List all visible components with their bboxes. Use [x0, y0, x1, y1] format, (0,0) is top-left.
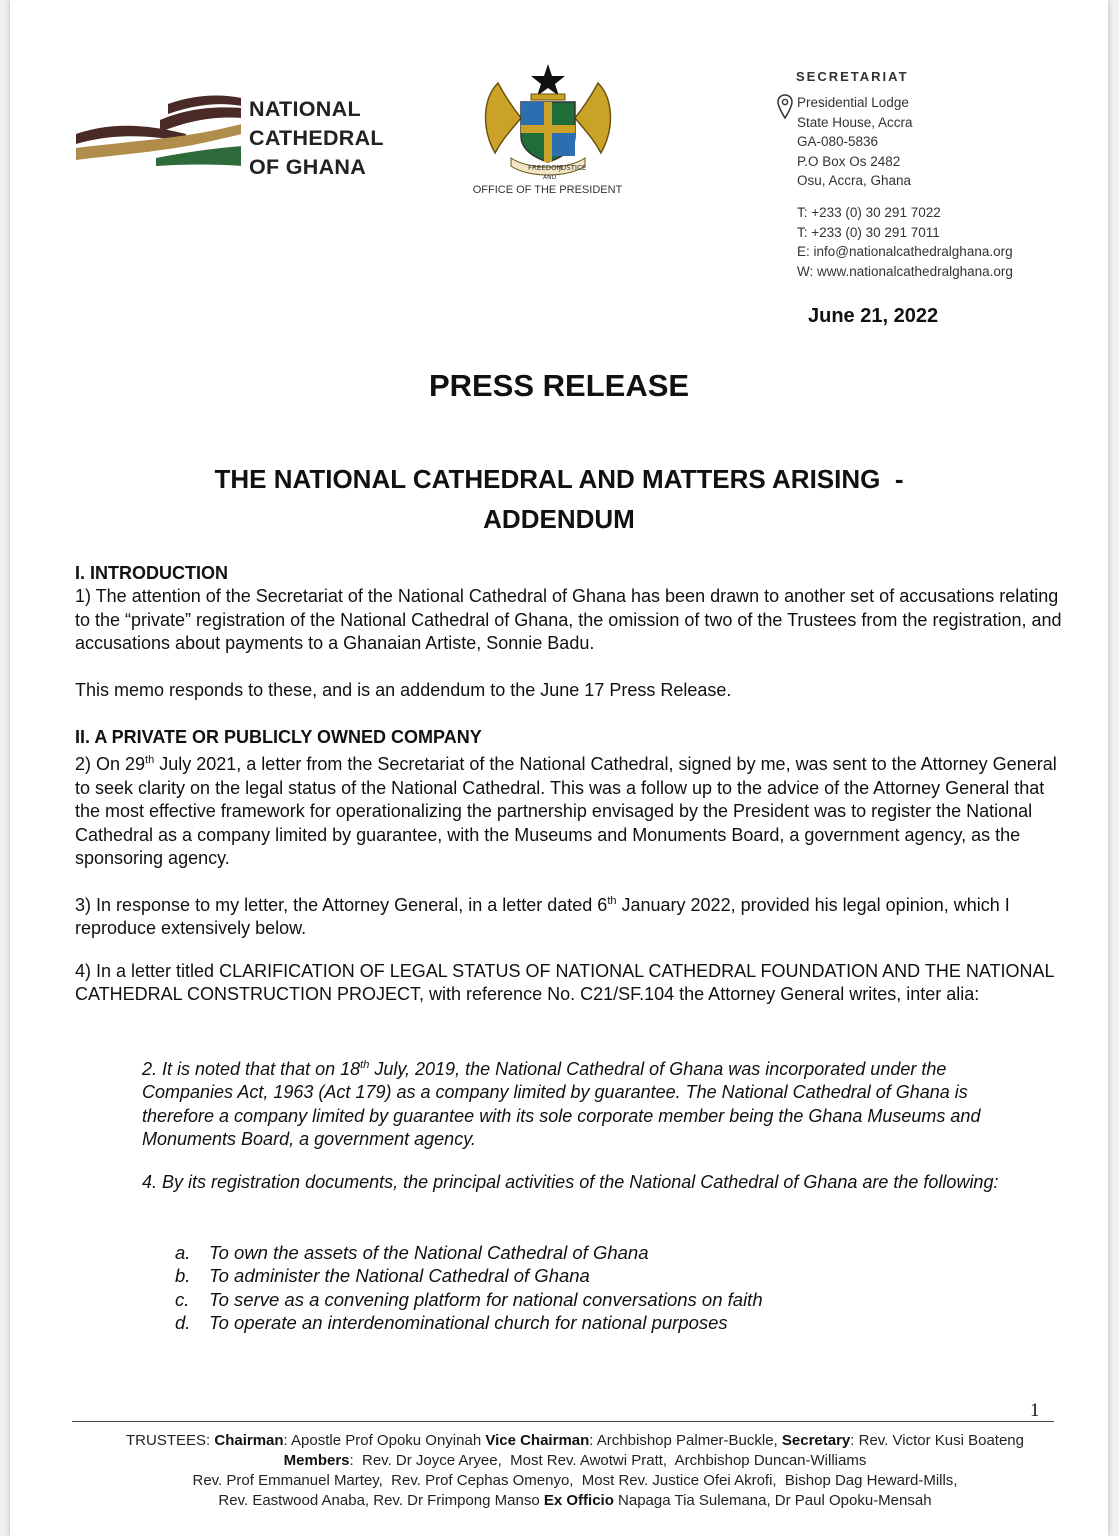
chairman-label: Chairman	[214, 1432, 284, 1449]
page-number: 1	[1030, 1400, 1040, 1421]
list-item	[175, 1288, 763, 1311]
trustees-footer	[50, 1431, 1100, 1511]
address-line: Osu, Accra, Ghana	[797, 173, 912, 189]
vice-chairman-label: Vice Chairman	[485, 1432, 590, 1449]
footer-line-2	[50, 1451, 1100, 1471]
quoted-paragraph: 4. By its registration documents, the principal activities of the National Cathedral of Ghana are the following:	[142, 1172, 999, 1192]
members-label: Members	[283, 1452, 350, 1469]
trustees-label: TRUSTEES:	[126, 1432, 211, 1449]
press-release-heading: PRESS RELEASE	[428, 368, 690, 403]
address-line: Presidential Lodge	[797, 95, 909, 110]
list-marker: a.	[175, 1242, 191, 1263]
contact-email: E: info@nationalcathedralghana.org	[797, 244, 1013, 260]
paragraph	[75, 890, 1065, 941]
ex-officio-names: Napaga Tia Sulemana, Dr Paul Opoku-Mensah	[613, 1492, 932, 1509]
chairman-name: : Apostle Prof Opoku Onyinah	[283, 1432, 482, 1449]
list-marker: c.	[175, 1288, 190, 1310]
secretary-name: : Rev. Victor Kusi Boateng	[850, 1432, 1024, 1449]
list-text: To own the assets of the National Cathedral of Ghana	[209, 1242, 649, 1263]
logo-line-3: OF GHANA	[249, 155, 367, 179]
address-line: State House, Accra	[797, 114, 913, 130]
document-page	[10, 0, 1108, 1536]
ghana-coat-of-arms-icon	[473, 58, 623, 183]
superscript: th	[360, 1059, 370, 1071]
members-text: : Rev. Dr Joyce Aryee, Most Rev. Awotwi Pratt, Archbishop Duncan-Williams	[349, 1452, 867, 1469]
logo-wordmark	[249, 95, 384, 182]
quoted-paragraph	[142, 1054, 1042, 1152]
secretariat-address	[797, 93, 913, 191]
superscript: th	[145, 754, 155, 767]
paragraph: 1) The attention of the Secretariat of the National Cathedral of Ghana has been drawn to another set of accusations relating to the “private” registration of the National Cathedral of Ghana, the omission of two of the Trustees from the registration, and accusations about payments to a Ghanaian Artiste, Sonnie Badu.	[75, 586, 1062, 654]
text-run: 2. It is noted that that on 18	[142, 1059, 361, 1079]
document-title	[110, 459, 1008, 539]
list-text: To operate an interdenominational church for national purposes	[209, 1312, 728, 1334]
list-item	[175, 1264, 763, 1287]
footer-divider	[72, 1421, 1054, 1422]
list-text: To serve as a convening platform for national conversations on faith	[209, 1288, 763, 1310]
motto-mid: AND	[543, 174, 557, 181]
list-item	[175, 1311, 763, 1334]
location-pin-icon	[777, 94, 793, 120]
logo-line-1: NATIONAL	[249, 97, 361, 121]
list-marker: d.	[175, 1312, 191, 1334]
secretary-label: Secretary	[781, 1432, 851, 1449]
footer-line-3: Rev. Prof Emmanuel Martey, Rev. Prof Cephas Omenyo, Most Rev. Justice Ofei Akrofi, Bishop Dag Heward-Mills,	[192, 1472, 958, 1489]
title-line-2: ADDENDUM	[483, 504, 635, 534]
list-text: To administer the National Cathedral of Ghana	[209, 1265, 590, 1287]
address-line: GA-080-5836	[797, 134, 879, 150]
title-line-1: THE NATIONAL CATHEDRAL AND MATTERS ARISING -	[214, 464, 904, 494]
section-introduction	[75, 562, 1065, 656]
secretariat-title: SECRETARIAT	[796, 69, 909, 84]
paragraph: This memo responds to these, and is an addendum to the June 17 Press Release.	[75, 680, 732, 700]
contact-phone-1: T: +233 (0) 30 291 7022	[797, 205, 941, 220]
superscript: th	[607, 895, 617, 907]
ex-officio-label: Ex Officio	[543, 1492, 614, 1509]
text-run: 3) In response to my letter, the Attorney General, in a letter dated 6	[75, 895, 608, 915]
section-heading: I. INTRODUCTION	[75, 563, 228, 583]
secretariat-contacts	[797, 203, 1013, 281]
section-company	[75, 726, 1065, 870]
list-item	[175, 1241, 763, 1264]
text-run: January 2022, provided his legal opinion, which I reproduce extensively below.	[75, 895, 1010, 939]
address-line: P.O Box Os 2482	[797, 153, 901, 169]
members-text: Rev. Eastwood Anaba, Rev. Dr Frimpong Manso	[218, 1492, 540, 1509]
office-caption: OFFICE OF THE PRESIDENT	[472, 184, 623, 196]
paragraph: 4) In a letter titled CLARIFICATION OF LEGAL STATUS OF NATIONAL CATHEDRAL FOUNDATION AND THE NATIONAL CATHEDRAL CONSTRUCTION PROJECT, with reference No. C21/SF.104 the Attorney General writes, inter alia:	[75, 961, 1054, 1005]
text-run: 2) On 29	[75, 754, 146, 775]
logo-line-2: CATHEDRAL	[249, 126, 384, 150]
section-heading: II. A PRIVATE OR PUBLICLY OWNED COMPANY	[75, 727, 482, 747]
motto-left: FREEDOM	[528, 164, 563, 172]
release-date: June 21, 2022	[808, 305, 939, 327]
footer-line-4	[50, 1491, 1100, 1511]
text-run: July 2021, a letter from the Secretariat of the National Cathedral, signed by me, was sent to the Attorney General to seek clarity on the legal status of the National Cathedral. This was a follow up to the advice of the Attorney General that the most effective framework for operationalizing the partnership envisaged by the President was to register the National Cathedral as a company limited by guarantee, with the Museums and Monuments Board, a government agency, as the sponsoring agency.	[75, 754, 1057, 869]
national-cathedral-logo-icon	[76, 92, 241, 172]
contact-website: W: www.nationalcathedralghana.org	[797, 263, 1013, 279]
activities-list	[175, 1241, 763, 1335]
footer-line-1	[50, 1431, 1100, 1451]
text-run: July, 2019, the National Cathedral of Ghana was incorporated under the Companies Act, 1963 (Act 179) as a company limited by guarantee. The National Cathedral of Ghana is therefore a company limited by guarantee with its sole corporate member being the Ghana Museums and Monuments Board, a government agency.	[142, 1059, 981, 1150]
motto-right: JUSTICE	[559, 164, 587, 172]
contact-phone-2: T: +233 (0) 30 291 7011	[797, 224, 940, 240]
paragraph	[75, 749, 1065, 870]
list-marker: b.	[175, 1265, 191, 1287]
vice-chairman-name: : Archbishop Palmer-Buckle,	[589, 1432, 778, 1449]
